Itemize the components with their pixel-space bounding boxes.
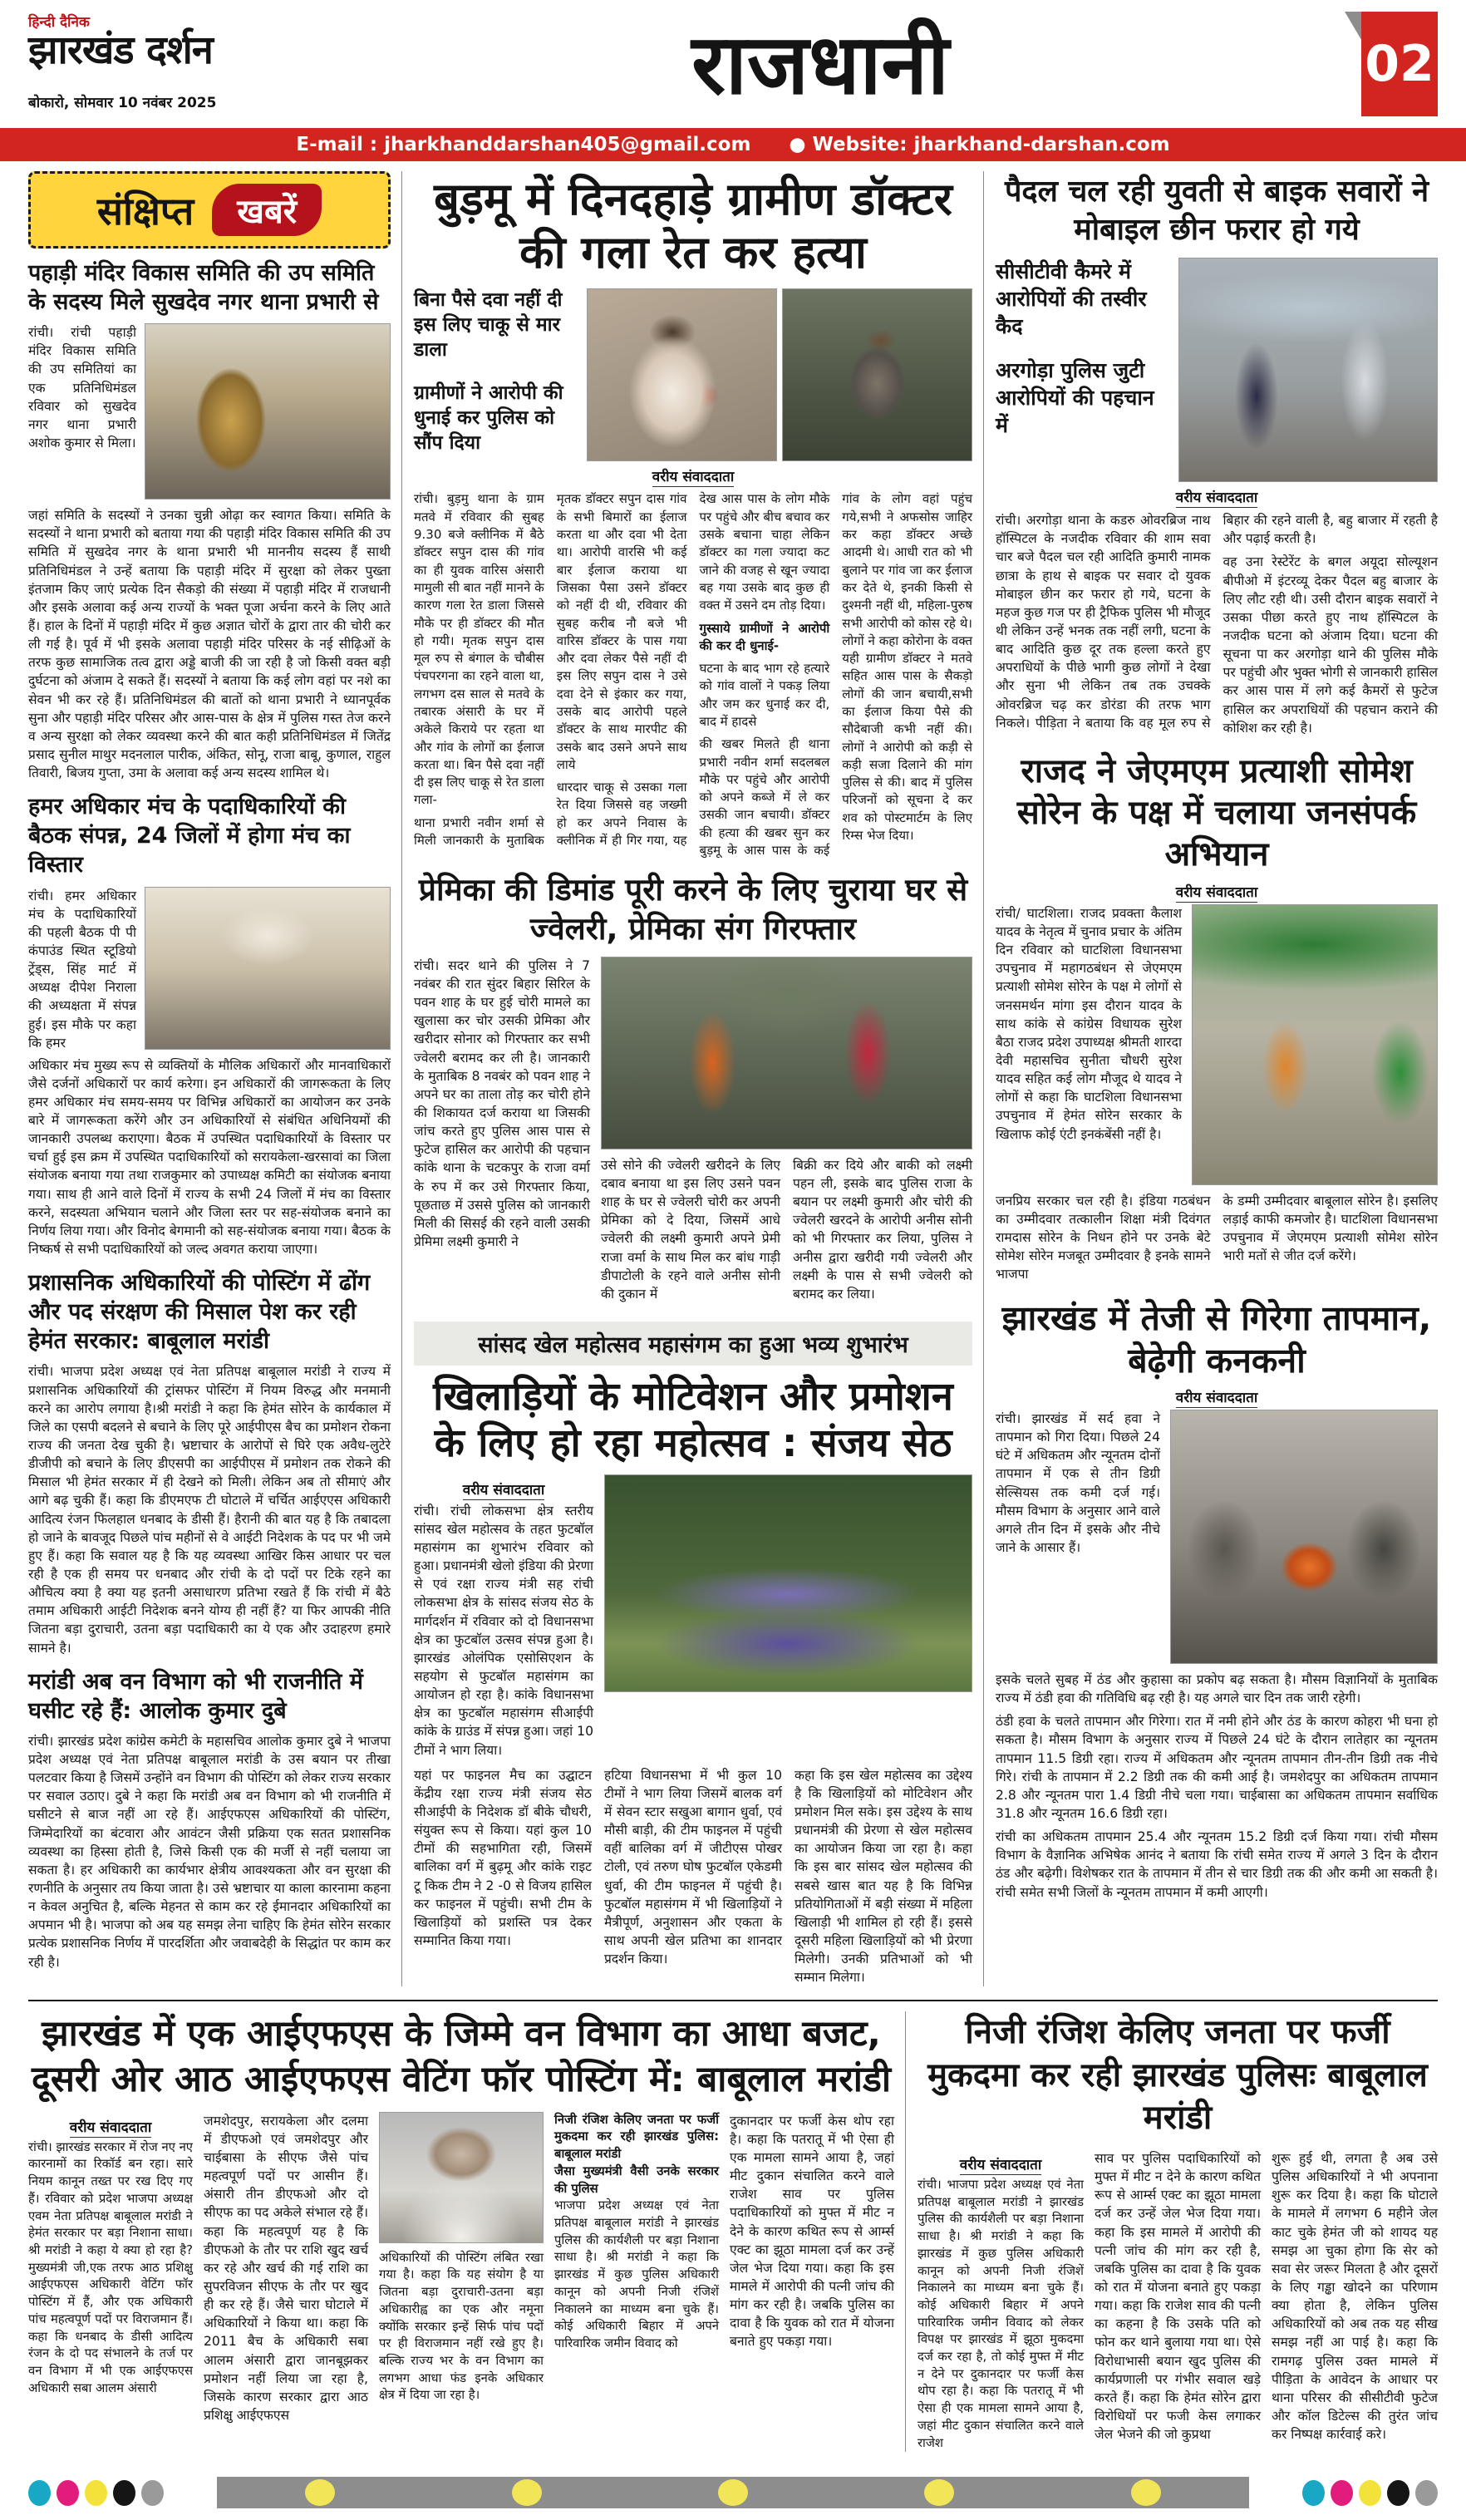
subhead-2: ग्रामीणों ने आरोपी की धुनाई कर पुलिस को सौंप दिया	[414, 382, 563, 454]
magenta-dot	[1331, 2480, 1353, 2506]
body-col-3: बिक्री कर दिये और बाकी को लक्ष्मी पहन ली, इसके बाद पुलिस राजा के बयान पर लक्ष्मी कुमारी और चोरी की ज्वेलरी खरदने के आरोपी अनीस सोनी को भी गिरफ्तार कर लिया, पुलिस ने अनीस द्वारा खरीदी गयी ज्वेलरी और लक्ष्मी के पास से सभी ज्वेलरी को बरामद कर लिया।	[793, 1157, 972, 1302]
article-forest-politics	[28, 1667, 391, 1971]
body-col-1: रांची। भाजपा प्रदेश अध्यक्ष एवं नेता प्रतिपक्ष बाबूलाल मरांडी ने झारखंड पुलिस की कार्यशैली पर बड़ा निशाना साधा है। श्री मरांडी ने कहा कि झारखंड में कुछ पुलिस अधिकारी कानून को अपनी निजी रंजिशें निकालने का माध्यम बना चुके हैं। कोई अधिकारी बिहार में अपने पारिवारिक जमीन विवाद को लेकर विपक्ष पर झारखंड में झूठा मुकदमा दर्ज कर रहा है, तो कोई मुफ्त में मीट न देने पर दुकानदार पर फर्जी केस थोप रहा है। कहा कि पतरातू में भी ऐसा ही एक मामला सामने आया है, जहां मीट दुकान संचालित करने वाले राजेश	[917, 2178, 1084, 2450]
middle-column	[414, 171, 984, 1986]
article-forest-budget	[28, 2011, 906, 2452]
article-body: अधिकार मंच मुख्य रूप से व्यक्तियों के मौलिक अधिकारों और मानवाधिकारों जैसे दर्जनों अधिकारों पर कार्य करेगा। इन अधिकारों की जागरूकता के लिए हमर अधिकार मंच समय-समय पर विभिन्न अधिकारों का आयोजन कर उनके बारे में जागरूकता करेंगे और उन अधिकारियों से संबंधित अधिनियमों की जानकारी उपलब्ध कराएगा। बैठक में उपस्थित पदाधिकारियों के विस्तार पर चर्चा हुई इस क्रम में उपस्थित पदाधिकारियों को सरायकेला-खरसावां का जिला संयोजक बनाया गया तथा राजकुमार को उपाध्यक्ष कमिटी का संयोजक बनाया गया। साथ ही आने वाले दिनों में राज्य के सभी 24 जिलों में मंच का विस्तार करने, सदस्यता अभियान चलाने और जिला स्तर पर सह-संयोजक बनाने का निर्णय लिया गया। और विनोद बेगमानी को सह-संयोजक बनाया गया। बैठक के निष्कर्ष से सभी पदाधिकारियों को जल्द अवगत कराया जाएगा।	[28, 1057, 391, 1257]
photo-murder-scene	[587, 288, 777, 461]
body-col-4: भाजपा प्रदेश अध्यक्ष एवं नेता प्रतिपक्ष बाबूलाल मरांडी ने झारखंड पुलिस की कार्यशैली पर बड़ा निशाना साधा है। श्री मरांडी ने कहा कि झारखंड में कुछ पुलिस अधिकारी कानून को अपनी निजी रंजिशें निकालने का माध्यम बना चुके हैं। कोई अधिकारी बिहार में अपने पारिवारिक जमीन विवाद को	[554, 2198, 719, 2350]
yellow-mark	[924, 2479, 954, 2506]
cmyk-dots-right	[1302, 2480, 1438, 2506]
headline: प्रेमिका की डिमांड पूरी करने के लिए चुराया घर से ज्वेलरी, प्रेमिका संग गिरफ्तार	[418, 872, 968, 947]
byline: वरीय संवाददाता	[462, 1481, 545, 1499]
headline: राजद ने जेएमएम प्रत्याशी सोमेश सोरेन के पक्ष में चलाया जनसंपर्क अभियान	[1016, 751, 1417, 874]
body-col-5: दुकानदार पर फर्जी केस थोप रहा है। कहा कि पतरातू में भी ऐसा ही एक मामला सामने आया है, जहां मीट दुकान संचालित करने वाले राजेश साव पर पुलिस पदाधिकारियों को मुफ्त में मीट न देने के कारण कथित रूप से आर्म्स एक्ट का झूठा मामला दर्ज कर उन्हें जेल भेज दिया गया। कहा कि इस मामले में आरोपी की पत्नी जांच की मांग कर रही है। जबकि पुलिस का दावा है कि युवक को रात में योजना बनाते हुए पकड़ा गया।	[730, 2113, 894, 2350]
article-temple-committee	[28, 258, 391, 782]
bottom-band	[28, 2000, 1438, 2452]
yellow-mark	[718, 2479, 748, 2506]
email-text: E-mail : jharkhanddarshan405@gmail.com	[296, 134, 751, 155]
headline: निजी रंजिश केलिए जनता पर फर्जी मुकदमा कर रही झारखंड पुलिसः बाबूलाल मरांडी	[927, 2013, 1428, 2137]
body-col-3: शुरू हुई थी, लगता है अब उसे पुलिस अधिकारियों ने भी अपनाना शुरू कर दिया है। कहा कि घोटाले के मामले में लगभग 6 महीने जेल काट चुके हेमंत जी को शायद यह समझ आ चुका होगा कि सेर को सवा सेर जरूर मिलता है और दूसरों के लिए गड्ढा खोदने का परिणाम क्या होता है, लेकिन पुलिस अधिकारियों को अब तक यह सीख समझ नहीं आ पाई है। कहा कि रामगढ़ पुलिस उक्त मामले में पीड़िता के आवेदन के आधार पर थाना परिसर की सीसीटीवी फुटेज और कॉल डिटेल्स की तुरंत जांच कर निष्पक्ष कार्रवाई करे।	[1272, 2151, 1438, 2443]
body-col-2: थाना प्रभारी नवीन शर्मा से मिली जानकारी के मुताबिक मृतक डॉक्टर सपुन दास गांव के सभी बिमारों का ईलाज करता था और दवा भी देता था। आरोपी वारसि भी कई बार ईलाज कराया था जिसका पैसा उसने डॉक्टर को नहीं दी थी, रविवार की सुबह करीब नौ बजे भी वारिस डॉक्टर के पास गया और दवा लेकर पैसे नहीं दी इस लिए सपुन दास ने उसे दवा देने से इंकार कर गया, उसके बाद आरोपी पहले डॉक्टर के साथ मारपीट की उसके बाद उसने अपने साथ लाये	[414, 491, 687, 849]
yellow-mark	[1131, 2479, 1161, 2506]
headline: झारखंड में तेजी से गिरेगा तापमान, बेढ़ेगी कनकनी	[1001, 1297, 1432, 1381]
article-jewellery-theft	[414, 871, 972, 1308]
website-text: ● Website: jharkhand-darshan.com	[789, 134, 1170, 155]
article-manch-meeting	[28, 792, 391, 1258]
body-col-3: के डम्मी उम्मीदवार बाबूलाल सोरेन है। इसलिए लड़ाई काफी कमजोर है। घाटशिला विधानसभा उपचुनाव में जेएमएम प्रत्याशी सोमेश सोरेन भारी मतों से जीत दर्ज करेंगे।	[1222, 1193, 1438, 1264]
photo-football-team	[604, 1474, 972, 1692]
photo-arrested-couple	[601, 957, 972, 1149]
black-dot	[1387, 2480, 1409, 2506]
contact-bar	[0, 128, 1466, 161]
byline: वरीय संवाददाता	[1175, 1390, 1258, 1407]
article-body: रांची। भाजपा प्रदेश अध्यक्ष एवं नेता प्रतिपक्ष बाबूलाल मरांडी ने राज्य में प्रशासनिक अधिकारियों की ट्रांसफर पोस्टिंग में नियम विरुद्ध और मनमानी करने का आरोप लगाया है।श्री मरांडी ने कहा कि हेमंत सोरेन के कार्यकाल में जिले का एसपी बदलने से बचाने के लिए पूरे आईपीएस बैच का प्रमोशन रोकना राज्य की जनता देख चुकी है। भ्रष्टाचार के आरोपों से घिरे एक अवैध-लुटेरे डीजीपी को बचाने के लिए डीएसपी का आईपीएस में प्रमोशन तक रोकने की मिसाल भी हेमंत सरकार में ही देखने को मिली। लेकिन अब तो सीमाएं और आगे बढ़ चुकी हैं। कहा कि डीएमएफ टी घोटाले में चर्चित आईएएस अधिकारी आदित्य रंजन फिलहाल धनबाद के डीसी हैं। हैरानी की बात यह है कि तबादला हो जाने के बावजूद पिछले पांच महीनों से वे आईटी निदेशक के पद पर भी जमे हुए हैं। कहा कि सवाल यह है कि यह व्यवस्था आखिर किस आधार पर चल रही है एक ही समय पर धनबाद और रांची के दो पदों पर टिके रहने का औचित्य क्या है क्या यह इतनी असाधारण प्रतिभा रखते हैं कि रांची में बैठे तमाम अधिकारी आईटी निदेशक बनने योग्य ही नहीं हैं? या फिर आपकी नीति जितना बड़ा दुराचारी, उतना बड़ा पदाधिकारी का ये एक और उदाहरण हमारे सामने है।	[28, 1364, 391, 1656]
gray-dot	[1415, 2480, 1438, 2506]
body-para-2: इसके चलते सुबह में ठंड और कुहासा का प्रकोप बढ़ सकता है। मौसम विज्ञानियों के मुताबिक राज्य में ठंडी हवा की गतिविधि बढ़ रही है। यह अगले चार दिन तक जारी रहेगी।	[996, 1672, 1438, 1706]
headline: बुड़मू में दिनदहाड़े ग्रामीण डॉक्टर की गला रेत कर हत्या	[434, 173, 952, 278]
body-para-4: रांची का अधिकतम तापमान 25.4 और न्यूनतम 15.2 डिग्री दर्ज किया गया। रांची मौसम विभाग के वैज्ञानिक अभिषेक आनंद ने बताया कि रांची समेत राज्य में अगले 3 दिन के दौरान ठंड और बढ़ेगी। विशेषकर रात के तापमान में तीन से चार डिग्री तक की और कमी आ सकती है। रांची समेत सभी जिलों के न्यूनतम तापमान में कमी आएगी।	[996, 1829, 1438, 1900]
article-police-cases	[917, 2011, 1438, 2452]
article-sports-festival	[414, 1322, 972, 1986]
section-title: राजधानी	[691, 16, 949, 113]
body-col-2: जमशेदपुर, सरायकेला और दलमा में डीएफओ एवं जमशेदपुर और चाईबासा के सीएफ जैसे पांच महत्वपूर्ण पदों पर आसीन हैं। अंसारी तीन डीएफओ और दो सीएफ का पद अकेले संभाल रहे हैं। कहा कि महत्वपूर्ण यह है कि डीएफओ के तौर पर राशि खुद खर्च कर रहे और खर्च की गई राशि का सुपरविजन सीएफ के तौर पर खुद ही कर रहे हैं। जैसे चारा घोटाले में अधिकारियों ने किया था। कहा कि 2011 बैच के अधिकारी सबा आलम अंसारी द्वारा जानबूझकर प्रमोशन नहीं लिया जा रहा है, जिसके कारण सरकार द्वारा आठ प्रशिक्षु आईएफएस	[204, 2113, 368, 2424]
right-column	[996, 171, 1438, 1986]
body-col-2: साव पर पुलिस पदाधिकारियों को मुफ्त में मीट न देने के कारण कथित रूप से आर्म्स एक्ट का झूठा मामला दर्ज कर उन्हें जेल भेज दिया गया। कहा कि इस मामले में आरोपी की पत्नी जांच की मांग कर रही है, जबकि पुलिस का दावा है कि युवक को रात में योजना बनाते हुए पकड़ा गया। कहा कि राजेश साव की पत्नी का कहना है कि उसके पति को फोन कर थाने बुलाया गया था। ऐसे विरोधाभासी बयान खुद पुलिस की कार्यप्रणाली पर गंभीर सवाल खड़े करते हैं। कहा कि हेमंत सोरेन द्वारा विरोधियों पर फजी केस लगाकर जेल भेजने की जो कुप्रथा	[1095, 2151, 1261, 2443]
body-col-3: अधिकारियों की पोस्टिंग लंबित रखा गया है। कहा कि यह संयोग है या जितना बड़ा दुराचारी-उतना बड़ा अधिकारीह्व का एक और नमूना क्योंकि सरकार इन्हें सिर्फ पांच पदों पर ही विराजमान नहीं रखे हुए है। बल्कि राज्य भर के वन विभाग का लगभग आधा फंड इनके अधिकार क्षेत्र में दिया जा रहा है।	[379, 2250, 544, 2403]
headline: खिलाड़ियों के मोटिवेशन और प्रमोशन के लिए हो रहा महोत्सव : संजय सेठ	[433, 1374, 953, 1467]
body-col-3a: धारदार चाकू से उसका गला रेत दिया जिससे वह जख्मी हो कर अपने निवास के क्लीनिक में ही गिर गया, यह देख आस पास के लोग मौके पर पहुंचे और बीच बचाव कर उसके बचाना चाहा लेकिन डॉक्टर का गला ज्यादा कट जाने की वजह से खून ज्यादा बह गया उसके बाद कुछ ही वक्त में उसने दम तोड़ दिया।	[556, 491, 830, 849]
byline: वरीय संवाददाता	[1175, 883, 1258, 901]
black-dot	[113, 2480, 135, 2506]
subhead-1: बिना पैसे दवा नहीं दी इस लिए चाकू से मार डाला	[414, 289, 563, 362]
body-col-4: कहा कि इस खेल महोत्सव का उद्देश्य है कि खिलाड़ियों को मोटिवेशन और प्रमोशन मिल सके। इस उद्देश्य के साथ प्रधानमंत्री की प्रेरणा से खेल महोत्सव का आयोजन किया जा रहा है। कहा कि इस बार सांसद खेल महोत्सव की सबसे खास बात यह है कि विभिन्न प्रतियोगिताओं में बड़ी संख्या में महिला खिलाड़ी भी शामिल हो रही हैं। इससे दूसरी महिला खिलाड़ियों को भी प्रेरणा मिलेगी। उनकी प्रतिभाओं को भी सम्मान मिलेगा।	[794, 1767, 972, 1986]
photo-babulal-marandi	[379, 2112, 544, 2243]
body-col-3b: घटना के बाद भाग रहे हत्यारे को गांव वालों ने पकड़ लिया और जम कर धुनाई कर दी, बाद में हादसे	[699, 661, 830, 729]
cmyk-dots-left	[28, 2480, 164, 2506]
body-col-1: रांची/ घाटशिला। राजद प्रवक्ता कैलाश यादव के नेतृत्व में चुनाव प्रचार के अंतिम दिन रविवार को घाटशिला विधानसभा उपचुनाव में महागठबंधन से जेएमएम प्रत्याशी सोमेश सोरेन के पक्ष मे लोगों से जनसमर्थन मांगा इस दौरान यादव के साथ कांके से कांग्रेस विधायक सुरेश बैठा राजद प्रदेश उपाध्यक्ष श्रीमती शारदा देवी महासचिव सुनीता चौधरी सुरेश यादव सहित कई लोग मौजूद थे यादव ने लोगों से कहा कि घाटशिला विधानसभा उपचुनाव में हेमंत सोरेन सरकार के खिलाफ कोई एंटी इनकंबेंसी नहीं है।	[996, 905, 1182, 1142]
body-col-1: रांची। बुड़मु थाना के ग्राम मतवे में रविवार की सुबह 9.30 बजे क्लीनिक में बैठे डॉक्टर सपुन दास की गांव का ही युवक वारिस अंसारी मामुली सी बात नहीं मानने के कारण गला रेत डाला जिससे मौके पर ही डॉक्टर की मौत हो गयी। मृतक सपुन दास मूल रुप से बंगाल के चौबीस पंचपरगना का रहने वाला था, लगभग दस साल से मतवे के तबारक अंसारी के घर में अकेले किराये पर रहता था और गांव के लोगों का ईलाज करता था। बिन पैसे दवा नहीं दी इस लिए चाकू से रेत डाला गला-	[414, 491, 544, 808]
cyan-dot	[28, 2480, 51, 2506]
main-content	[0, 161, 1466, 1986]
body-col-1: रांची। झारखंड सरकार में रोज नए नए कारनामों का रिकॉर्ड बन रहा। सारे नियम कानून तख्त पर रख दिए गए हैं। रविवार को प्रदेश भाजपा अध्यक्ष एवम नेता प्रतिपक्ष बाबूलाल मरांडी ने हेमंत सरकार पर बड़ा निशाना साधा। श्री मरांडी ने कहा ये क्या हो रहा है? मुख्यमंत्री जी,एक तरफ आठ प्रशिक्षु आईएफएस अधिकारी वेटिंग फॉर पोस्टिंग में हैं, और एक अधिकारी पांच महत्वपूर्ण पदों पर विराजमान हैं। कहा कि धनबाद के डीसी आदित्य रंजन के दो पद संभालने के तर्ज पर वन विभाग में भी एक आईएफएस अधिकारी सबा आलम अंसारी	[28, 2139, 193, 2395]
yellow-mark	[512, 2479, 542, 2506]
kicker-strip: सांसद खेल महोत्सव महासंगम का हुआ भव्य शुभारंभ	[414, 1322, 972, 1366]
cyan-dot	[1302, 2480, 1325, 2506]
body-col-2: यहां पर फाइनल मैच का उद्घाटन केंद्रीय रक्षा राज्य मंत्री संजय सेठ सीआईपी के निदेशक डॉ बीके चौधरी, संयुक्त रूप से किया। यहां कुल 10 टीमों की सहभागिता रही, जिसमें बालिका वर्ग में बुढ़मू और कांके राइट टू किक टीम ने 2 -0 से विजय हासिल कर फाइनल में पहुंची। सभी टीम के खिलाड़ियों को प्रशस्ति पत्र देकर सम्मानित किया गया।	[414, 1767, 592, 1949]
body-col-2: उसे सोने की ज्वेलरी खरीदने के लिए दबाव बनाया था इस लिए उसने पवन शाह के घर से ज्वेलरी चोरी कर अपनी प्रेमिका को दे दिया, जिसमें आधे ज्वेलरी की लक्ष्मी कुमारी अपने प्रेमी राजा वर्मा के साथ मिल कर बांध गाड़ी डीपाटोली के रहने वाले अनीस सोनी की दुकान में	[601, 1157, 780, 1302]
body-col-1: रांची। सदर थाने की पुलिस ने 7 नवंबर की रात सुंदर बिहार सिरिल के पवन शाह के घर हुई चोरी मामले का खुलासा कर चोर उसकी प्रेमिका और खरीदार सोनार को गिरफ्तार कर सभी ज्वेलरी बरामद कर ली है। जानकारी के मुताबिक 8 नवबंर को पवन शाह ने अपने घर का ताला तोड़ कर चोरी होने की शिकायत दर्ज कराया था जिसकी जांच करते हुए पुलिस आस पास से फुटेज हासिल कर आरोपी की पहचान कांके थाना के चटकपुर के राजा वर्मा के रुप में कर उसे गिरफ्तार किया, पूछताछ में उससे पुलिस को जानकारी मिली की सिसई की रहने वाली उसकी प्रेमिमा लक्ष्मी कुमारी ने	[414, 957, 590, 1249]
headline: प्रशासनिक अधिकारियों की पोस्टिंग में ढोंग और पद संरक्षण की मिसाल पेश कर रही हेमंत सरकार: बाबूलाल मरांडी	[28, 1270, 371, 1355]
byline: वरीय संवाददाता	[1175, 490, 1258, 507]
article-lead: रांची। रांची पहाड़ी मंदिर विकास समिति की उप समितियां का एक प्रतिनिधिमंडल रविवार को सुखदेव नगर थाना प्रभारी अशोक कुमार से मिला।	[28, 325, 136, 451]
body-col-2: वह उना रेस्टेरेंट के बगल अयूदा सोल्यूशन बीपीओ में इंटरव्यू देकर पैदल बहु बाजार के लिए लौट रही थी। उसी दौरान बाइक सवारों ने उसका पीछा करते हुए नाथ हॉस्पिटल के नजदीक घटना को अंजाम दिया। घटना की सूचना पा कर अरगोड़ा थाने की पुलिस मौके पर पहुंची और भुक्त भोगी से जानकारी हासिल कर आस पास में लगे कई कैमरों से फुटेज हासिल कर अपराधियों की पहचान कराने की कोशिश कर रही है।	[1222, 554, 1438, 736]
subhead-1: सीसीटीवी कैमरे में आरोपियों की तस्वीर कैद	[996, 259, 1147, 339]
headline: पहाड़ी मंदिर विकास समिति की उप समिति के सदस्य मिले सुखदेव नगर थाना प्रभारी से	[28, 260, 379, 316]
edition-dateline: बोकारो, सोमवार 10 नवंबर 2025	[28, 94, 217, 111]
photo-bonfire-fog	[1170, 1410, 1438, 1664]
byline: वरीय संवाददाता	[652, 469, 735, 486]
body-col-4-lead: निजी रंजिश केलिए जनता पर फर्जी मुकदमा कर रही झारखंड पुलिस: बाबूलाल मरांडी	[554, 2112, 719, 2162]
photo-accused-caught	[782, 288, 972, 461]
yellow-dot	[85, 2480, 107, 2506]
article-body: रांची। झारखंड प्रदेश कांग्रेस कमेटी के महासचिव आलोक कुमार दुबे ने भाजपा प्रदेश अध्यक्ष एवं नेता प्रतिपक्ष बाबूलाल मरांडी के उस बयान पर तीखा पलटवार किया है जिसमें उन्होंने वन विभाग की पोस्टिंग को लेकर राज्य सरकार पर सवाल उठाए। दुबे ने कहा कि मरांडी अब वन विभाग को भी राजनीति में घसीटने से बाज नहीं आ रहे हैं। आईएफएस अधिकारियों की पोस्टिंग, जिम्मेदारियों का बंटवारा और आवंटन जैसी प्रक्रिया एक सतत प्रशासनिक व्यवस्था का हिस्सा होती है, जिसे किसी एक की मर्जी से नहीं चलाया जा सकता है। हर अधिकारी का कार्यभार क्षेत्रीय आवश्यकता और वन सुरक्षा की रणनीति के अनुसार तय किया जाता है। उसे भ्रष्टाचार या काला कारनामा कहना न केवल अनुचित है, बल्कि मेहनत से काम कर रहे ईमानदार अधिकारियों का अपमान भी है। भाजपा को अब यह समझ लेना चाहिए कि हेमंत सोरेन सरकार प्रत्येक प्रशासनिक निर्णय में पारदर्शिता और जवाबदेही के सिद्धांत पर काम कर रही है।	[28, 1733, 391, 1970]
brand-tagline: हिन्दी दैनिक	[28, 14, 90, 31]
masthead	[0, 0, 1466, 121]
body-para-3: ठंडी हवा के चलते तापमान और गिरेगा। रात में नमी होने और ठंड के कारण कोहरा भी घना हो सकता है। मौसम विभाग के अनुसार राज्य में पिछले 24 घंटे के दौरान लातेहार का न्यूनतम तापमान 11.5 डिग्री रहा। राज्य में अधिकतम और न्यूनतम तापमान तीन-तीन डिग्री तक नीचे गिरे। रांची के तापमान में 2.2 डिग्री तक की कमी आई है। जमशेदपुर का अधिकतम तापमान 2.8 और न्यूनतम पारा 1.4 डिग्री नीचे चला गया। चाईबासा का अधिकतम तापमान सर्वाधिक 31.8 और न्यूनतम 16.6 डिग्री रहा।	[996, 1714, 1438, 1822]
brief-news-box	[28, 171, 391, 249]
headline: झारखंड में एक आईएफएस के जिम्मे वन विभाग का आधा बजट, दूसरी ओर आठ आईएफएस वेटिंग फॉर पोस्टिंग में: बाबूलाल मरांडी	[32, 2013, 891, 2100]
photo-manch-meeting	[145, 887, 391, 1050]
body-col-1: रांची। रांची लोकसभा क्षेत्र स्तरीय सांसद खेल महोत्सव के तहत फुटबॉल महासंगम का शुभारंभ रविवार को हुआ। प्रधानमंत्री खेलो इंडिया की प्रेरणा से एवं रक्षा राज्य मंत्री सह रांची लोकसभा क्षेत्र के सांसद संजय सेठ के मार्गदर्शन में रविवार को दो विधानसभा क्षेत्र का फुटबॉल उत्सव संपन्न हुआ है। झारखंड ओलंपिक एसोसिएशन के सहयोग से फुटबॉल महासंगम का आयोजन हो रहा है। कांके विधानसभा क्षेत्र का फुटबॉल महासंगम सीआईपी कांके के ग्राउंड में संपन्न हुआ। जहां 10 टीमों ने भाग लिया।	[414, 1503, 593, 1758]
article-lead: रांची। हमर अधिकार मंच के पदाधिकारियों की पहली बैठक पी पी कंपाउंड स्थित स्टूडियो ट्रेंड्स, सिंह मार्ट में अध्यक्ष दीपेश निराला की अध्यक्षता में संपन्न हुई। इस मौके पर कहा कि हमर	[28, 888, 136, 1051]
body-col-2: जनप्रिय सरकार चल रही है। इंडिया गठबंधन का उम्मीदवार तत्कालीन शिक्षा मंत्री दिवंगत रामदास सोरेन के निधन होने पर उनके बेटे सोमेश सोरेन मजबूत उम्मीदवार है इनके सामने भाजपा	[996, 1193, 1211, 1282]
page-number: 02	[1361, 12, 1438, 116]
body-col-4: की खबर मिलते ही थाना प्रभारी नवीन शर्मा सदलबल मौके पर पहुंचे और आरोपी को अपने कब्जे में ले कर उसकी जान बचायी। डॉक्टर की हत्या की खबर सुन कर बुड़मू के आस पास के कई गांव के लोग वहां पहुंच गये,सभी ने अफसोस जाहिर कर कहा डॉक्टर अच्छे आदमी थे। आधी रात को भी बुलाने पर गांव जा कर ईलाज कर देते थे, इनकी किसी से दुश्मनी नहीं थी, महिला-पुरुष सभी आरोपी को कोस रहे थे। लोगों ने कहा कोरोना के वक्त यही ग्रामीण डॉक्टर ने मतवे सहित आस पास के सैकड़ो लोगों की जान बचायी,सभी का ईलाज किया पैसे की सौदेबाजी कभी नहीं की। लोगों ने आरोपी को कड़ी से कड़ी सजा दिलाने की मांग पुलिस से की। बाद में पुलिस परिजनों को सूचना दे कर शव को पोस्टमार्टम के लिए रिम्स भेज दिया।	[699, 491, 972, 859]
body-col-4-subhead: जैसा मुख्यमंत्री वैसी उनके सरकार की पुलिस	[554, 2163, 719, 2196]
gray-dot	[141, 2480, 164, 2506]
article-mobile-snatching	[996, 173, 1438, 737]
photo-street-victim	[1178, 258, 1438, 482]
subhead-2: अरगोड़ा पुलिस जुटी आरोपियों की पहचान में	[996, 358, 1154, 438]
left-rail	[28, 171, 402, 1986]
article-posting-hemant	[28, 1268, 391, 1657]
headline: हमर अधिकार मंच के पदाधिकारियों की बैठक संपन्न, 24 जिलों में होगा मंच का विस्तार	[28, 794, 351, 879]
page-number-block	[1338, 12, 1438, 121]
article-body: जहां समिति के सदस्यों ने उनका चुन्नी ओढ़ा कर स्वागत किया। समिति के सदस्यों ने थाना प्रभारी को बताया गया की पहाड़ी मंदिर विकास समिति की उप समिति में सुखदेव नगर के थाना प्रभारी भी माननीय सदस्य हैं साथी प्रतिनिधिमंडल ने उन्हें बताया कि पहाड़ी मंदिर में सुरक्षा को लेकर पुख्ता इंतजाम किए जाएं प्रत्येक दिन सैकड़ो की संख्या में पहाड़ी मंदिर में राजधानी और इसके अलावा कई अन्य राज्यों के भक्त पूजा अर्चना करने के लिए आते हैं। हाल के दिनों में पहाड़ी मंदिर में कुछ अज्ञात चोरों के द्वारा तार की चोरी कर ली गई है। पूर्व में भी इसके अलावा पहाड़ी मंदिर परिसर के नई सीढ़िओं के तरफ कुछ सामाजिक तत्व द्वारा अड्डे बाजी की जा रही है जो किसी वक्त बड़ी दुर्घटना को अंजाम दे सकते हैं। सदस्यों ने बताया कि कई लोग वहां पर नशे का सेवन भी कर रहे हैं। प्रतिनिधिमंडल की बातों को थाना प्रभारी ने ध्यानपूर्वक सुना और पहाड़ी मंदिर परिसर और आस-पास के क्षेत्र में पुलिस गस्त तेज करने व अन्य सुरक्षा को लेकर व्यवस्था करने की बात कही प्रतिनिधिमंडल में जितेंद्र प्रसाद सुनील माथुर मदनलाल पारीक, अंकित, सोनू, राजा बाबू, कुणाल, राहुल तिवारी, बिजय गुप्ता, उमा के अलावा कई अन्य सदस्य शामिल थे।	[28, 508, 391, 781]
brand-title: झारखंड दर्शन	[28, 27, 213, 73]
photo-campaign-group	[1192, 904, 1438, 1185]
gray-calibration-bar	[217, 2477, 1249, 2508]
byline: वरीय संवाददाता	[959, 2157, 1042, 2173]
photo-temple-meeting	[145, 323, 391, 500]
article-weather	[996, 1297, 1438, 1902]
yellow-mark	[305, 2479, 335, 2506]
print-registration-marks	[0, 2452, 1466, 2520]
brief-kicker-right: खबरें	[212, 184, 322, 236]
yellow-dot	[1359, 2480, 1381, 2506]
article-rjd-campaign	[996, 751, 1438, 1284]
body-col-1: रांची। अरगोड़ा थाना के कडरु ओवरब्रिज नाथ हॉस्पिटल के नजदीक रविवार की शाम सवा चार बजे पैदल चल रही आदिति कुमारी नामक छात्रा के हाथ से बाइक पर सवार दो युवक मोबाइल छीन कर फरार हो गये, घटना के महज कुछ गज पर ही ट्रैफिक पुलिस भी मौजूद थी लेकिन उन्हें भनक तक नहीं लगी, घटना के बाद आदिति कुछ दूर तक हल्ला करते हुए अपराधियों के पीछे भागी कुछ लोगों ने देखा और सुना भी लेकिन तब तक उचक्के ओवरब्रिज चढ़ कर डोरंडा की तरफ भाग निकले। पीड़िता ने बताया कि वह मूल रुप से बिहार की रहने वाली है, बहु बाजार में रहती है और पढ़ाई करती है।	[996, 513, 1438, 731]
magenta-dot	[57, 2480, 79, 2506]
brand-block	[28, 12, 303, 111]
body-para-1: रांची। झारखंड में सर्द हवा ने तापमान को गिरा दिया। पिछले 24 घंटे में अधिकतम और न्यूनतम दोनों तापमान में एक से तीन डिग्री सेल्सियस तक कमी दर्ज गई। मौसम विभाग के अनुसार आने वाले अगले तीन दिन में इसके और नीचे जाने के आसार हैं।	[996, 1411, 1160, 1556]
brief-kicker-left: संक्षिप्त	[96, 188, 194, 234]
crosshead: गुस्साये ग्रामीणों ने आरोपी की कर दी धुनाई-	[699, 620, 830, 653]
byline: वरीय संवाददाता	[69, 2119, 152, 2136]
headline: पैदल चल रही युवती से बाइक सवारों ने मोबाइल छीन फरार हो गये	[1004, 175, 1429, 248]
body-col-3: हटिया विधानसभा में भी कुल 10 टीमों ने भाग लिया जिसमें बालक वर्ग में सेवन स्टार सखुआ बागान धुर्वा, एवं मौसी बाड़ी, की टीम फाइनल में पहुंची वहीं बालिका वर्ग में जीटीएस पोखर टोली, एवं तरुण घोष फुटबॉल एकेडमी धुर्वा, की टीम फाइनल में पहुंची है। फुटबॉल महासंगम में भी खिलाड़ियों ने मैत्रीपूर्ण, अनुशासन और एकता के साथ अपनी खेल प्रतिभा का शानदार प्रदर्शन किया।	[604, 1767, 782, 1967]
headline: मरांडी अब वन विभाग को भी राजनीति में घसीट रहे हैं: आलोक कुमार दुबे	[28, 1668, 363, 1724]
article-doctor-murder	[414, 173, 972, 859]
